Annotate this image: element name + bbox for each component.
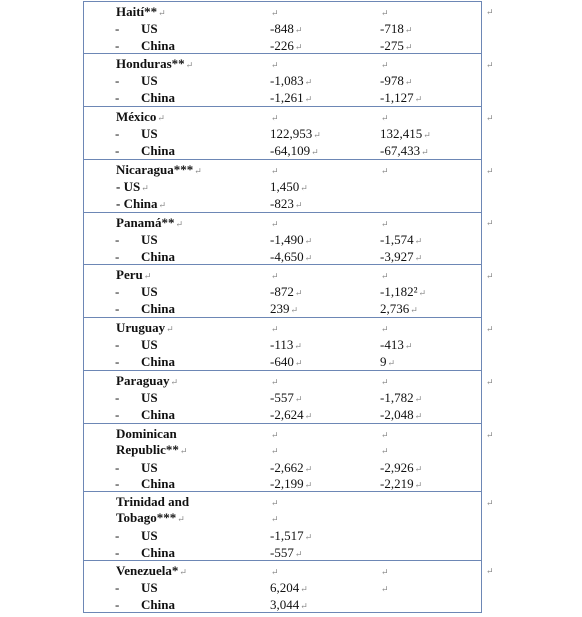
- row-label-china: China: [141, 545, 175, 560]
- value-cell: 2,736↵: [380, 301, 418, 316]
- row-label-us: - US↵: [116, 179, 149, 194]
- empty-cell: ↵: [271, 567, 279, 577]
- row-label-china: - China↵: [116, 196, 167, 211]
- country-name: Paraguay↵: [116, 373, 178, 388]
- empty-cell: ↵: [271, 113, 279, 123]
- value-cell: -557↵: [270, 545, 303, 560]
- country-name: México↵: [116, 109, 165, 124]
- value-cell: -2,662↵: [270, 460, 313, 475]
- country-group-paraguay: [84, 371, 481, 424]
- value-cell: -718↵: [380, 21, 413, 36]
- value-cell: -1,127↵: [380, 90, 423, 105]
- value-cell: 122,953↵: [270, 126, 321, 141]
- country-name: Panamá**↵: [116, 215, 184, 230]
- row-label-china: China: [141, 476, 175, 491]
- row-dash: -: [115, 476, 120, 491]
- value-cell: -640↵: [270, 354, 303, 369]
- row-dash: -: [115, 580, 120, 595]
- country-name: Uruguay↵: [116, 320, 174, 335]
- empty-cell: ↵: [381, 377, 389, 387]
- value-cell: -226↵: [270, 38, 303, 53]
- value-cell: -978↵: [380, 73, 413, 88]
- value-cell: -872↵: [270, 284, 303, 299]
- country-group-honduras: [84, 54, 481, 107]
- row-label-us: US: [141, 390, 158, 405]
- row-dash: -: [115, 545, 120, 560]
- value-cell: -113↵: [270, 337, 302, 352]
- empty-cell: ↵: [381, 584, 389, 594]
- value-cell: -557↵: [270, 390, 303, 405]
- empty-cell: ↵: [271, 430, 279, 440]
- empty-cell: ↵: [271, 8, 279, 18]
- empty-cell: ↵: [271, 324, 279, 334]
- value-cell: -2,624↵: [270, 407, 313, 422]
- value-cell: -1,490↵: [270, 232, 313, 247]
- row-dash: -: [115, 38, 120, 53]
- country-name: Venezuela*↵: [116, 563, 187, 578]
- row-label-us: US: [141, 337, 158, 352]
- row-label-china: China: [141, 38, 175, 53]
- value-cell: -275↵: [380, 38, 413, 53]
- row-label-us: US: [141, 528, 158, 543]
- row-dash: -: [115, 249, 120, 264]
- row-label-china: China: [141, 301, 175, 316]
- row-dash: -: [115, 528, 120, 543]
- value-cell: -64,109↵: [270, 143, 319, 158]
- row-label-us: US: [141, 21, 158, 36]
- empty-cell: ↵: [381, 446, 389, 456]
- country-group-peru: [84, 265, 481, 318]
- value-cell: -2,219↵: [380, 476, 423, 491]
- row-dash: -: [115, 390, 120, 405]
- country-group-mexico: [84, 107, 481, 160]
- empty-cell: ↵: [271, 514, 279, 524]
- row-label-us: US: [141, 73, 158, 88]
- empty-cell: ↵: [381, 60, 389, 70]
- value-cell: 1,450↵: [270, 179, 308, 194]
- row-dash: -: [115, 143, 120, 158]
- empty-cell: ↵: [381, 166, 389, 176]
- row-dash: -: [115, 407, 120, 422]
- row-label-china: China: [141, 249, 175, 264]
- empty-cell: ↵: [381, 8, 389, 18]
- row-end-mark: ↵: [486, 166, 494, 176]
- row-end-mark: ↵: [486, 377, 494, 387]
- row-dash: -: [115, 73, 120, 88]
- row-dash: -: [115, 597, 120, 612]
- empty-cell: ↵: [381, 567, 389, 577]
- row-dash: -: [115, 460, 120, 475]
- value-cell: 3,044↵: [270, 597, 308, 612]
- trade-balance-table: [83, 1, 482, 613]
- country-group-dominican-republic: [84, 424, 481, 492]
- row-label-us: US: [141, 232, 158, 247]
- value-cell: -2,199↵: [270, 476, 313, 491]
- country-name: Nicaragua***↵: [116, 162, 202, 177]
- value-cell: -413↵: [380, 337, 413, 352]
- value-cell: 9↵: [380, 354, 396, 369]
- country-group-haiti: [84, 2, 481, 54]
- value-cell: 6,204↵: [270, 580, 308, 595]
- row-dash: -: [115, 284, 120, 299]
- row-label-china: China: [141, 90, 175, 105]
- country-group-uruguay: [84, 318, 481, 371]
- empty-cell: ↵: [271, 446, 279, 456]
- row-end-mark: ↵: [486, 113, 494, 123]
- empty-cell: ↵: [271, 60, 279, 70]
- row-end-mark: ↵: [486, 218, 494, 228]
- value-cell: 239↵: [270, 301, 299, 316]
- row-end-mark: ↵: [486, 430, 494, 440]
- country-name-line-2: Tobago***↵: [116, 510, 185, 525]
- value-cell: -2,048↵: [380, 407, 423, 422]
- row-label-china: China: [141, 143, 175, 158]
- row-dash: -: [115, 90, 120, 105]
- value-cell: -4,650↵: [270, 249, 313, 264]
- row-label-china: China: [141, 597, 175, 612]
- row-label-us: US: [141, 580, 158, 595]
- country-name: Peru↵: [116, 267, 152, 282]
- country-name: Haití**↵: [116, 4, 166, 19]
- row-end-mark: ↵: [486, 7, 494, 17]
- row-label-us: US: [141, 126, 158, 141]
- empty-cell: ↵: [381, 271, 389, 281]
- row-end-mark: ↵: [486, 60, 494, 70]
- row-label-us: US: [141, 284, 158, 299]
- country-name-line-1: Dominican: [116, 426, 177, 441]
- value-cell: -1,782↵: [380, 390, 423, 405]
- value-cell: -1,574↵: [380, 232, 423, 247]
- row-end-mark: ↵: [486, 324, 494, 334]
- row-label-china: China: [141, 407, 175, 422]
- value-cell: -848↵: [270, 21, 303, 36]
- value-cell: -2,926↵: [380, 460, 423, 475]
- value-cell: -1,261↵: [270, 90, 313, 105]
- country-group-venezuela: [84, 561, 481, 613]
- row-end-mark: ↵: [486, 498, 494, 508]
- value-cell: -823↵: [270, 196, 303, 211]
- value-cell: -1,182²↵: [380, 284, 427, 299]
- row-label-china: China: [141, 354, 175, 369]
- country-name: Honduras**↵: [116, 56, 194, 71]
- row-label-us: US: [141, 460, 158, 475]
- value-cell: -1,517↵: [270, 528, 313, 543]
- empty-cell: ↵: [271, 377, 279, 387]
- empty-cell: ↵: [271, 271, 279, 281]
- empty-cell: ↵: [381, 430, 389, 440]
- empty-cell: ↵: [271, 498, 279, 508]
- empty-cell: ↵: [381, 324, 389, 334]
- empty-cell: ↵: [381, 219, 389, 229]
- row-dash: -: [115, 301, 120, 316]
- empty-cell: ↵: [381, 113, 389, 123]
- row-end-mark: ↵: [486, 271, 494, 281]
- value-cell: 132,415↵: [380, 126, 431, 141]
- value-cell: -67,433↵: [380, 143, 429, 158]
- country-group-trinidad-and-tobago: [84, 492, 481, 561]
- country-group-panama: [84, 213, 481, 265]
- country-name-line-1: Trinidad and: [116, 494, 190, 509]
- empty-cell: ↵: [271, 219, 279, 229]
- row-end-mark: ↵: [486, 566, 494, 576]
- row-dash: -: [115, 21, 120, 36]
- value-cell: -3,927↵: [380, 249, 423, 264]
- row-dash: -: [115, 126, 120, 141]
- value-cell: -1,083↵: [270, 73, 313, 88]
- empty-cell: ↵: [271, 166, 279, 176]
- country-group-nicaragua: [84, 160, 481, 213]
- row-dash: -: [115, 232, 120, 247]
- row-dash: -: [115, 337, 120, 352]
- country-name-line-2: Republic**↵: [116, 442, 188, 457]
- row-dash: -: [115, 354, 120, 369]
